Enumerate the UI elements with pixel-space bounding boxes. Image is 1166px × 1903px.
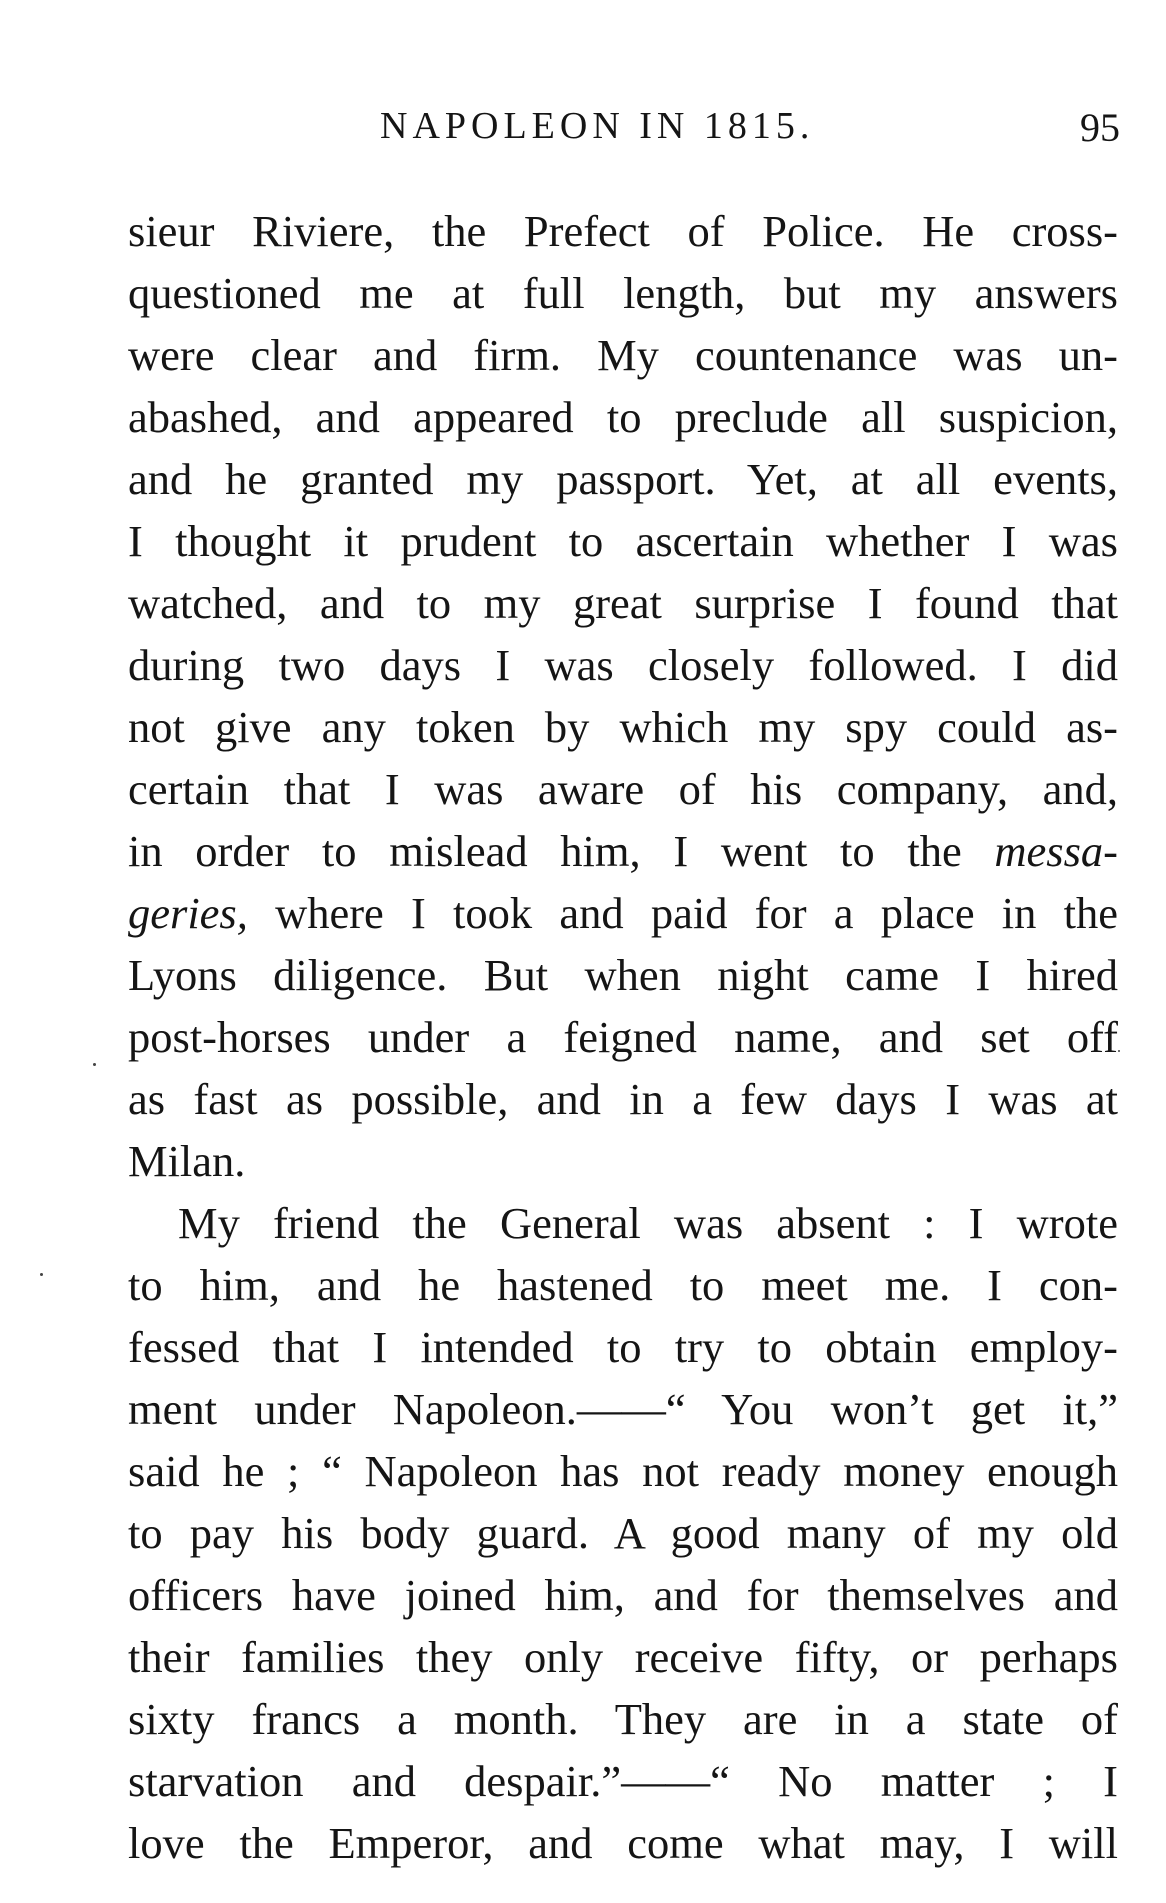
text-line: not give any token by which my spy could as- bbox=[128, 702, 1118, 752]
text-line: abashed, and appeared to preclude all suspicion, bbox=[128, 392, 1118, 442]
running-head bbox=[130, 104, 1120, 154]
text-line bbox=[128, 882, 1118, 944]
text-line bbox=[128, 820, 1118, 882]
text-line: Lyons diligence. But when night came I hired bbox=[128, 950, 1118, 1000]
text-line: certain that I was aware of his company, and, bbox=[128, 764, 1118, 814]
text-line: sieur Riviere, the Prefect of Police. He cross- bbox=[128, 206, 1118, 256]
paper-speck bbox=[93, 1063, 96, 1066]
text-line: during two days I was closely followed. I did bbox=[128, 640, 1118, 690]
text-segment: where I took and paid for a place in the bbox=[247, 888, 1118, 938]
paper-speck bbox=[1118, 1050, 1120, 1052]
text-line: questioned me at full length, but my answers bbox=[128, 268, 1118, 318]
italic-word: messa- bbox=[994, 826, 1118, 876]
text-line: I thought it prudent to ascertain whether I was bbox=[128, 516, 1118, 566]
page-number: 95 bbox=[1080, 105, 1120, 150]
text-line: to pay his body guard. A good many of my old bbox=[128, 1508, 1118, 1558]
body-text bbox=[128, 200, 1118, 1874]
italic-word: geries, bbox=[128, 888, 248, 938]
text-line: to him, and he hastened to meet me. I con- bbox=[128, 1260, 1118, 1310]
text-line: said he ; “ Napoleon has not ready money enough bbox=[128, 1446, 1118, 1496]
paper-speck bbox=[40, 1273, 43, 1276]
text-line: post-horses under a feigned name, and set off bbox=[128, 1012, 1118, 1062]
text-line: love the Emperor, and come what may, I will bbox=[128, 1818, 1118, 1868]
text-line: sixty francs a month. They are in a state of bbox=[128, 1694, 1118, 1744]
text-line: fessed that I intended to try to obtain employ- bbox=[128, 1322, 1118, 1372]
text-line: their families they only receive fifty, or perhaps bbox=[128, 1632, 1118, 1682]
text-line: and he granted my passport. Yet, at all events, bbox=[128, 454, 1118, 504]
text-line: Milan. bbox=[128, 1136, 246, 1186]
text-line: officers have joined him, and for themselves and bbox=[128, 1570, 1118, 1620]
text-line: starvation and despair.”——“ No matter ; I bbox=[128, 1756, 1118, 1806]
text-segment: in order to mislead him, I went to the bbox=[128, 826, 995, 876]
text-line: watched, and to my great surprise I found that bbox=[128, 578, 1118, 628]
text-line: ment under Napoleon.——“ You won’t get it,” bbox=[128, 1384, 1118, 1434]
text-line: My friend the General was absent : I wrote bbox=[178, 1198, 1118, 1248]
text-line: as fast as possible, and in a few days I was at bbox=[128, 1074, 1118, 1124]
text-line: were clear and firm. My countenance was un- bbox=[128, 330, 1118, 380]
running-title: NAPOLEON IN 1815. bbox=[380, 105, 815, 147]
